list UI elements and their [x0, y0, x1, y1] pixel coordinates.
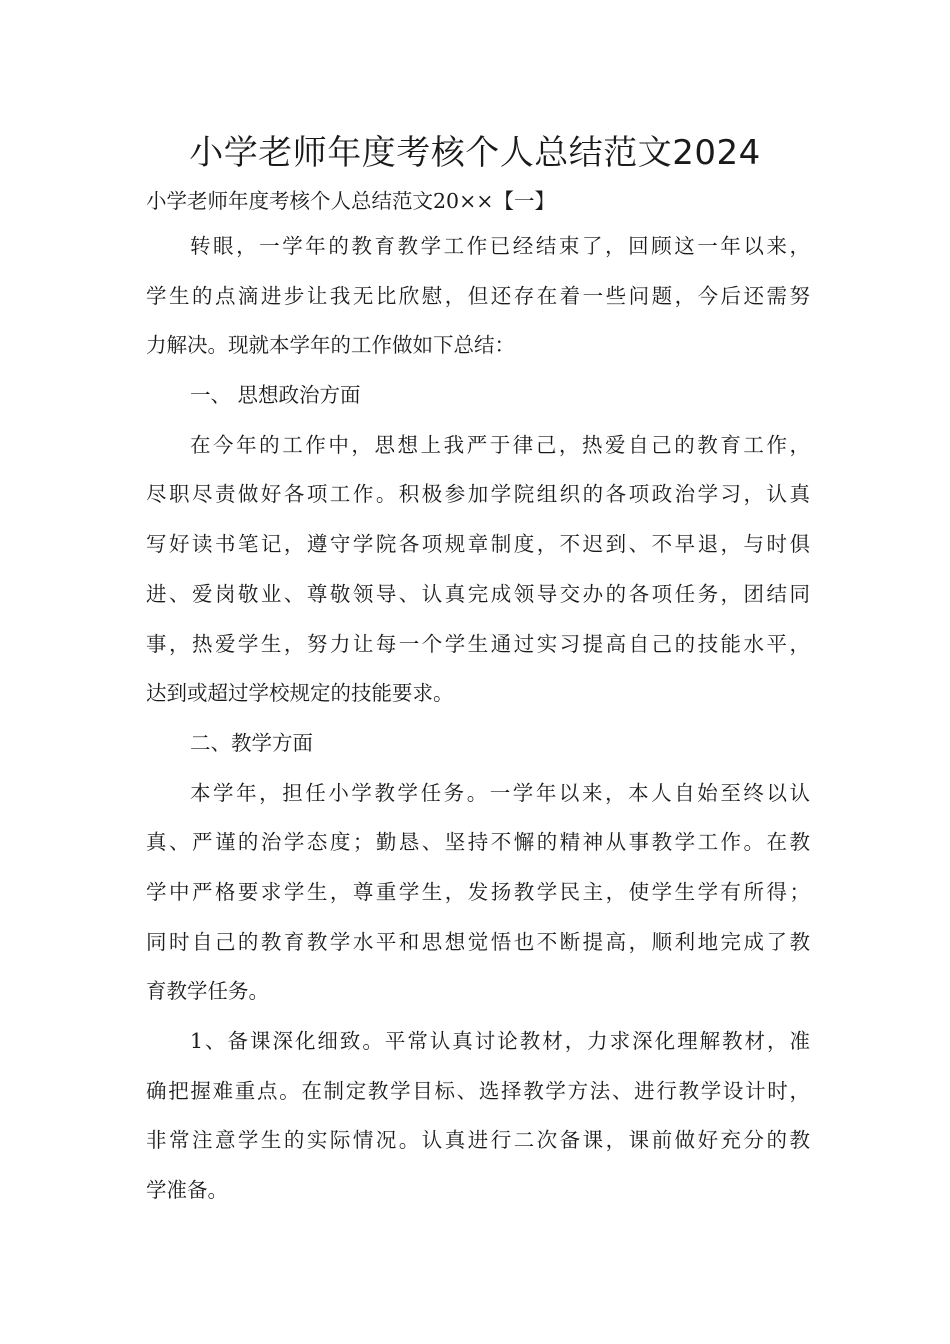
paragraph-line: 转眼，一学年的教育教学工作已经结束了，回顾这一年以来，: [190, 234, 810, 258]
paragraph-line: 学准备。: [146, 1178, 228, 1203]
section-heading: 一、 思想政治方面: [190, 383, 361, 408]
document-body: [146, 180, 810, 1216]
section-heading: 二、教学方面: [190, 730, 313, 755]
paragraph-line: 达到或超过学校规定的技能要求。: [146, 681, 454, 706]
paragraph-line: 力解决。现就本学年的工作做如下总结：: [146, 333, 515, 358]
paragraph-line: 同时自己的教育教学水平和思想觉悟也不断提高，顺利地完成了教: [146, 929, 810, 954]
paragraph-line: 学生的点滴进步让我无比欣慰，但还存在着一些问题，今后还需努: [146, 283, 810, 308]
paragraph-line: 学中严格要求学生，尊重学生，发扬教学民主，使学生学有所得；: [146, 879, 810, 904]
paragraph-line: 事，热爱学生，努力让每一个学生通过实习提高自己的技能水平，: [146, 631, 810, 656]
paragraph-line: 写好读书笔记，遵守学院各项规章制度，不迟到、不早退，与时俱: [146, 532, 810, 557]
document-title: 小学老师年度考核个人总结范文2024: [189, 133, 761, 173]
paragraph-line: 1、备课深化细致。平常认真讨论教材，力求深化理解教材，准: [190, 1029, 810, 1053]
paragraph-line: 非常注意学生的实际情况。认真进行二次备课，课前做好充分的教: [146, 1128, 810, 1153]
paragraph-line: 真、严谨的治学态度；勤恳、坚持不懈的精神从事教学工作。在教: [146, 830, 810, 855]
paragraph-line: 确把握难重点。在制定教学目标、选择教学方法、进行教学设计时，: [146, 1078, 810, 1103]
paragraph-line: 尽职尽责做好各项工作。积极参加学院组织的各项政治学习，认真: [146, 482, 810, 507]
paragraph-line: 育教学任务。: [146, 979, 269, 1004]
paragraph-line: 在今年的工作中，思想上我严于律己，热爱自己的教育工作，: [190, 432, 810, 457]
document-subtitle: 小学老师年度考核个人总结范文20××【一】: [146, 189, 555, 213]
paragraph-line: 进、爱岗敬业、尊敬领导、认真完成领导交办的各项任务，团结同: [146, 581, 810, 606]
paragraph-line: 本学年，担任小学教学任务。一学年以来，本人自始至终以认: [190, 780, 810, 805]
